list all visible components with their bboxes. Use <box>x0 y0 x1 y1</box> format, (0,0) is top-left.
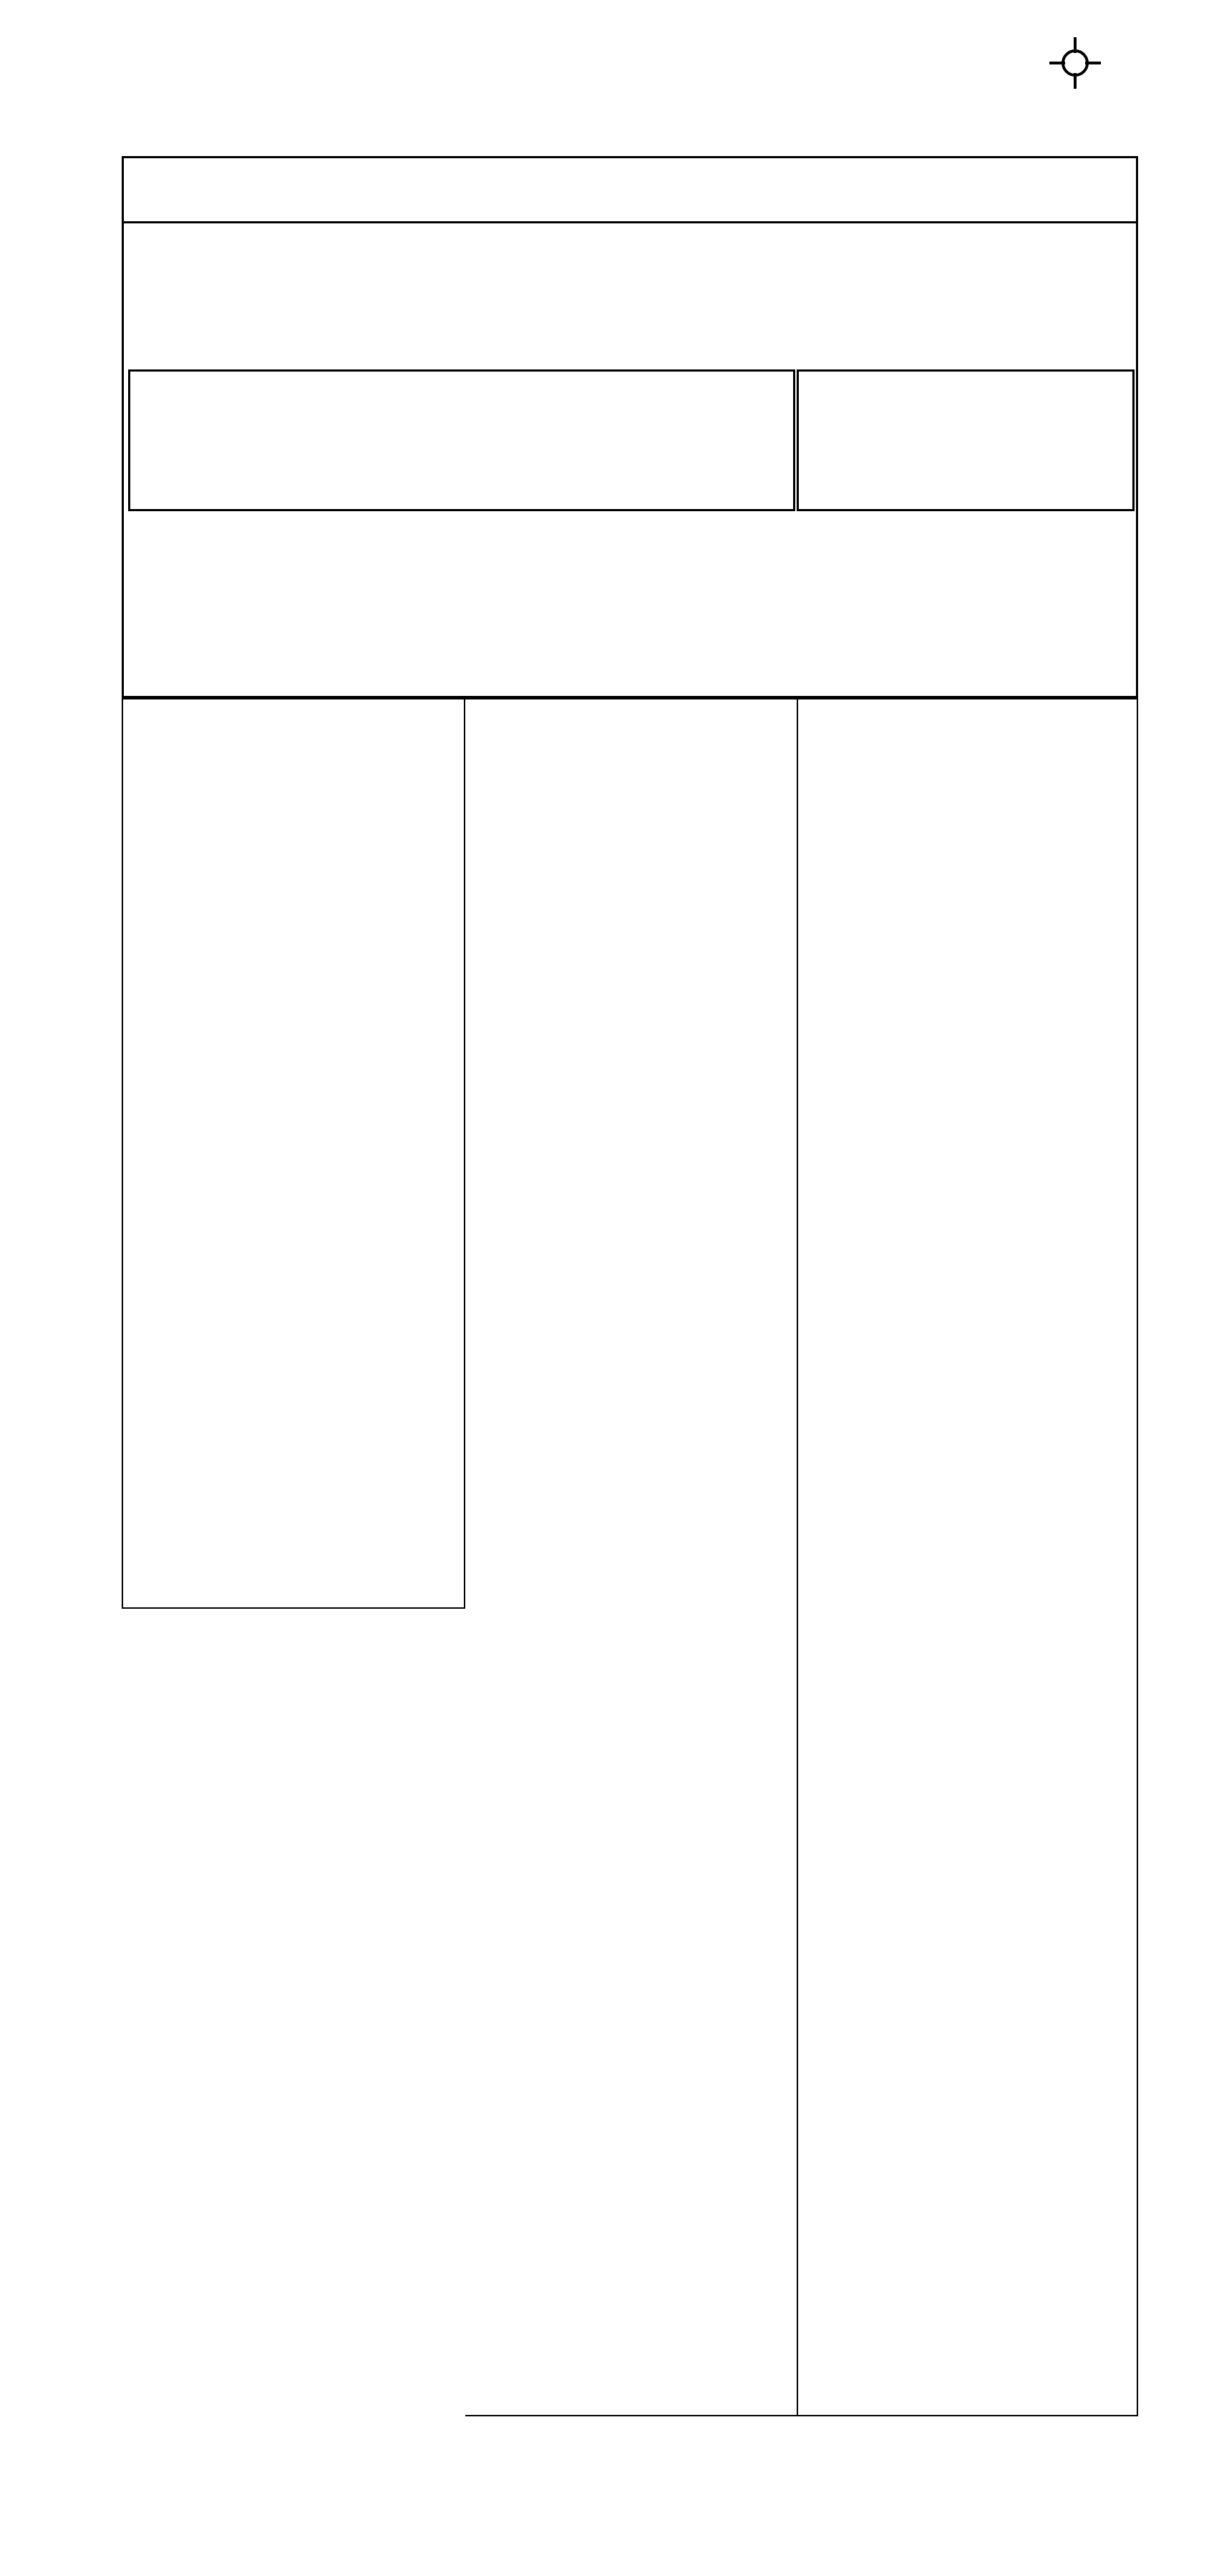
warning-box <box>797 369 1135 511</box>
to-vote-box <box>128 369 795 511</box>
registration-crosshair-icon <box>1048 36 1102 90</box>
county-header-box <box>122 156 1138 223</box>
ballot-column-right <box>798 698 1138 2416</box>
ballot-title-box <box>122 223 1138 698</box>
mistake-instructions <box>140 518 1126 534</box>
ballot-column-left <box>122 698 465 1609</box>
ballot-column-middle <box>465 698 798 2416</box>
